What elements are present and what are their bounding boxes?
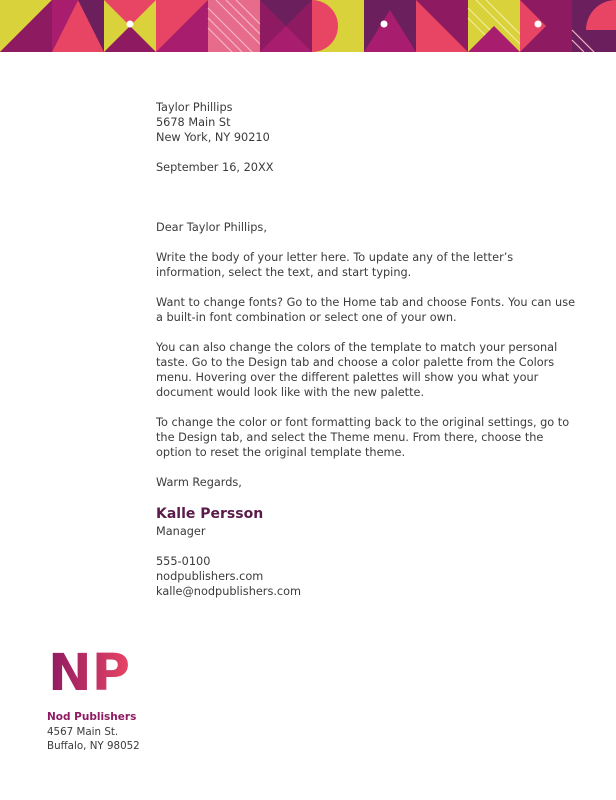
signer-title: Manager (156, 525, 206, 538)
signer-name: Kalle Persson (156, 506, 264, 522)
letter-date (156, 160, 576, 175)
body-paragraph-3: You can also change the colors of the template to match your personal taste. Go to the Design tab and choose a color palette from the Colors menu. Hovering over the different palettes will show you what your document would look like with the new palette. (156, 341, 558, 399)
salutation (156, 220, 576, 235)
logo-monogram: NP (48, 646, 130, 692)
recipient-city: New York, NY 90210 (156, 131, 270, 144)
salutation-text: Dear Taylor Phillips, (156, 221, 267, 234)
decorative-geometric-banner (0, 0, 616, 52)
body-paragraph-2: Want to change fonts? Go to the Home tab and choose Fonts. You can use a built-in font combination or select one of your own. (156, 296, 576, 324)
signer-contact (156, 554, 576, 599)
body-paragraph-1: Write the body of your letter here. To update any of the letter’s information, select the text, and start typing. (156, 251, 514, 279)
closing-text: Warm Regards, (156, 476, 242, 489)
recipient-address (156, 100, 576, 145)
signer-email: kalle@nodpublishers.com (156, 585, 302, 598)
company-street: 4567 Main St. (47, 726, 119, 738)
closing (156, 475, 576, 490)
date-text: September 16, 20XX (156, 161, 274, 174)
signer-website: nodpublishers.com (156, 570, 264, 583)
recipient-street: 5678 Main St (156, 116, 231, 129)
letter-content (156, 100, 576, 599)
company-logo (48, 646, 132, 692)
body-paragraph-4: To change the color or font formatting back to the original settings, go to the Design tab, and select the Theme menu. From there, choose the option to reset the original template theme. (156, 416, 570, 459)
signer-phone: 555-0100 (156, 555, 211, 568)
company-city: Buffalo, NY 98052 (47, 740, 140, 752)
company-block (47, 710, 140, 753)
recipient-name: Taylor Phillips (156, 101, 233, 114)
company-name: Nod Publishers (47, 711, 137, 723)
